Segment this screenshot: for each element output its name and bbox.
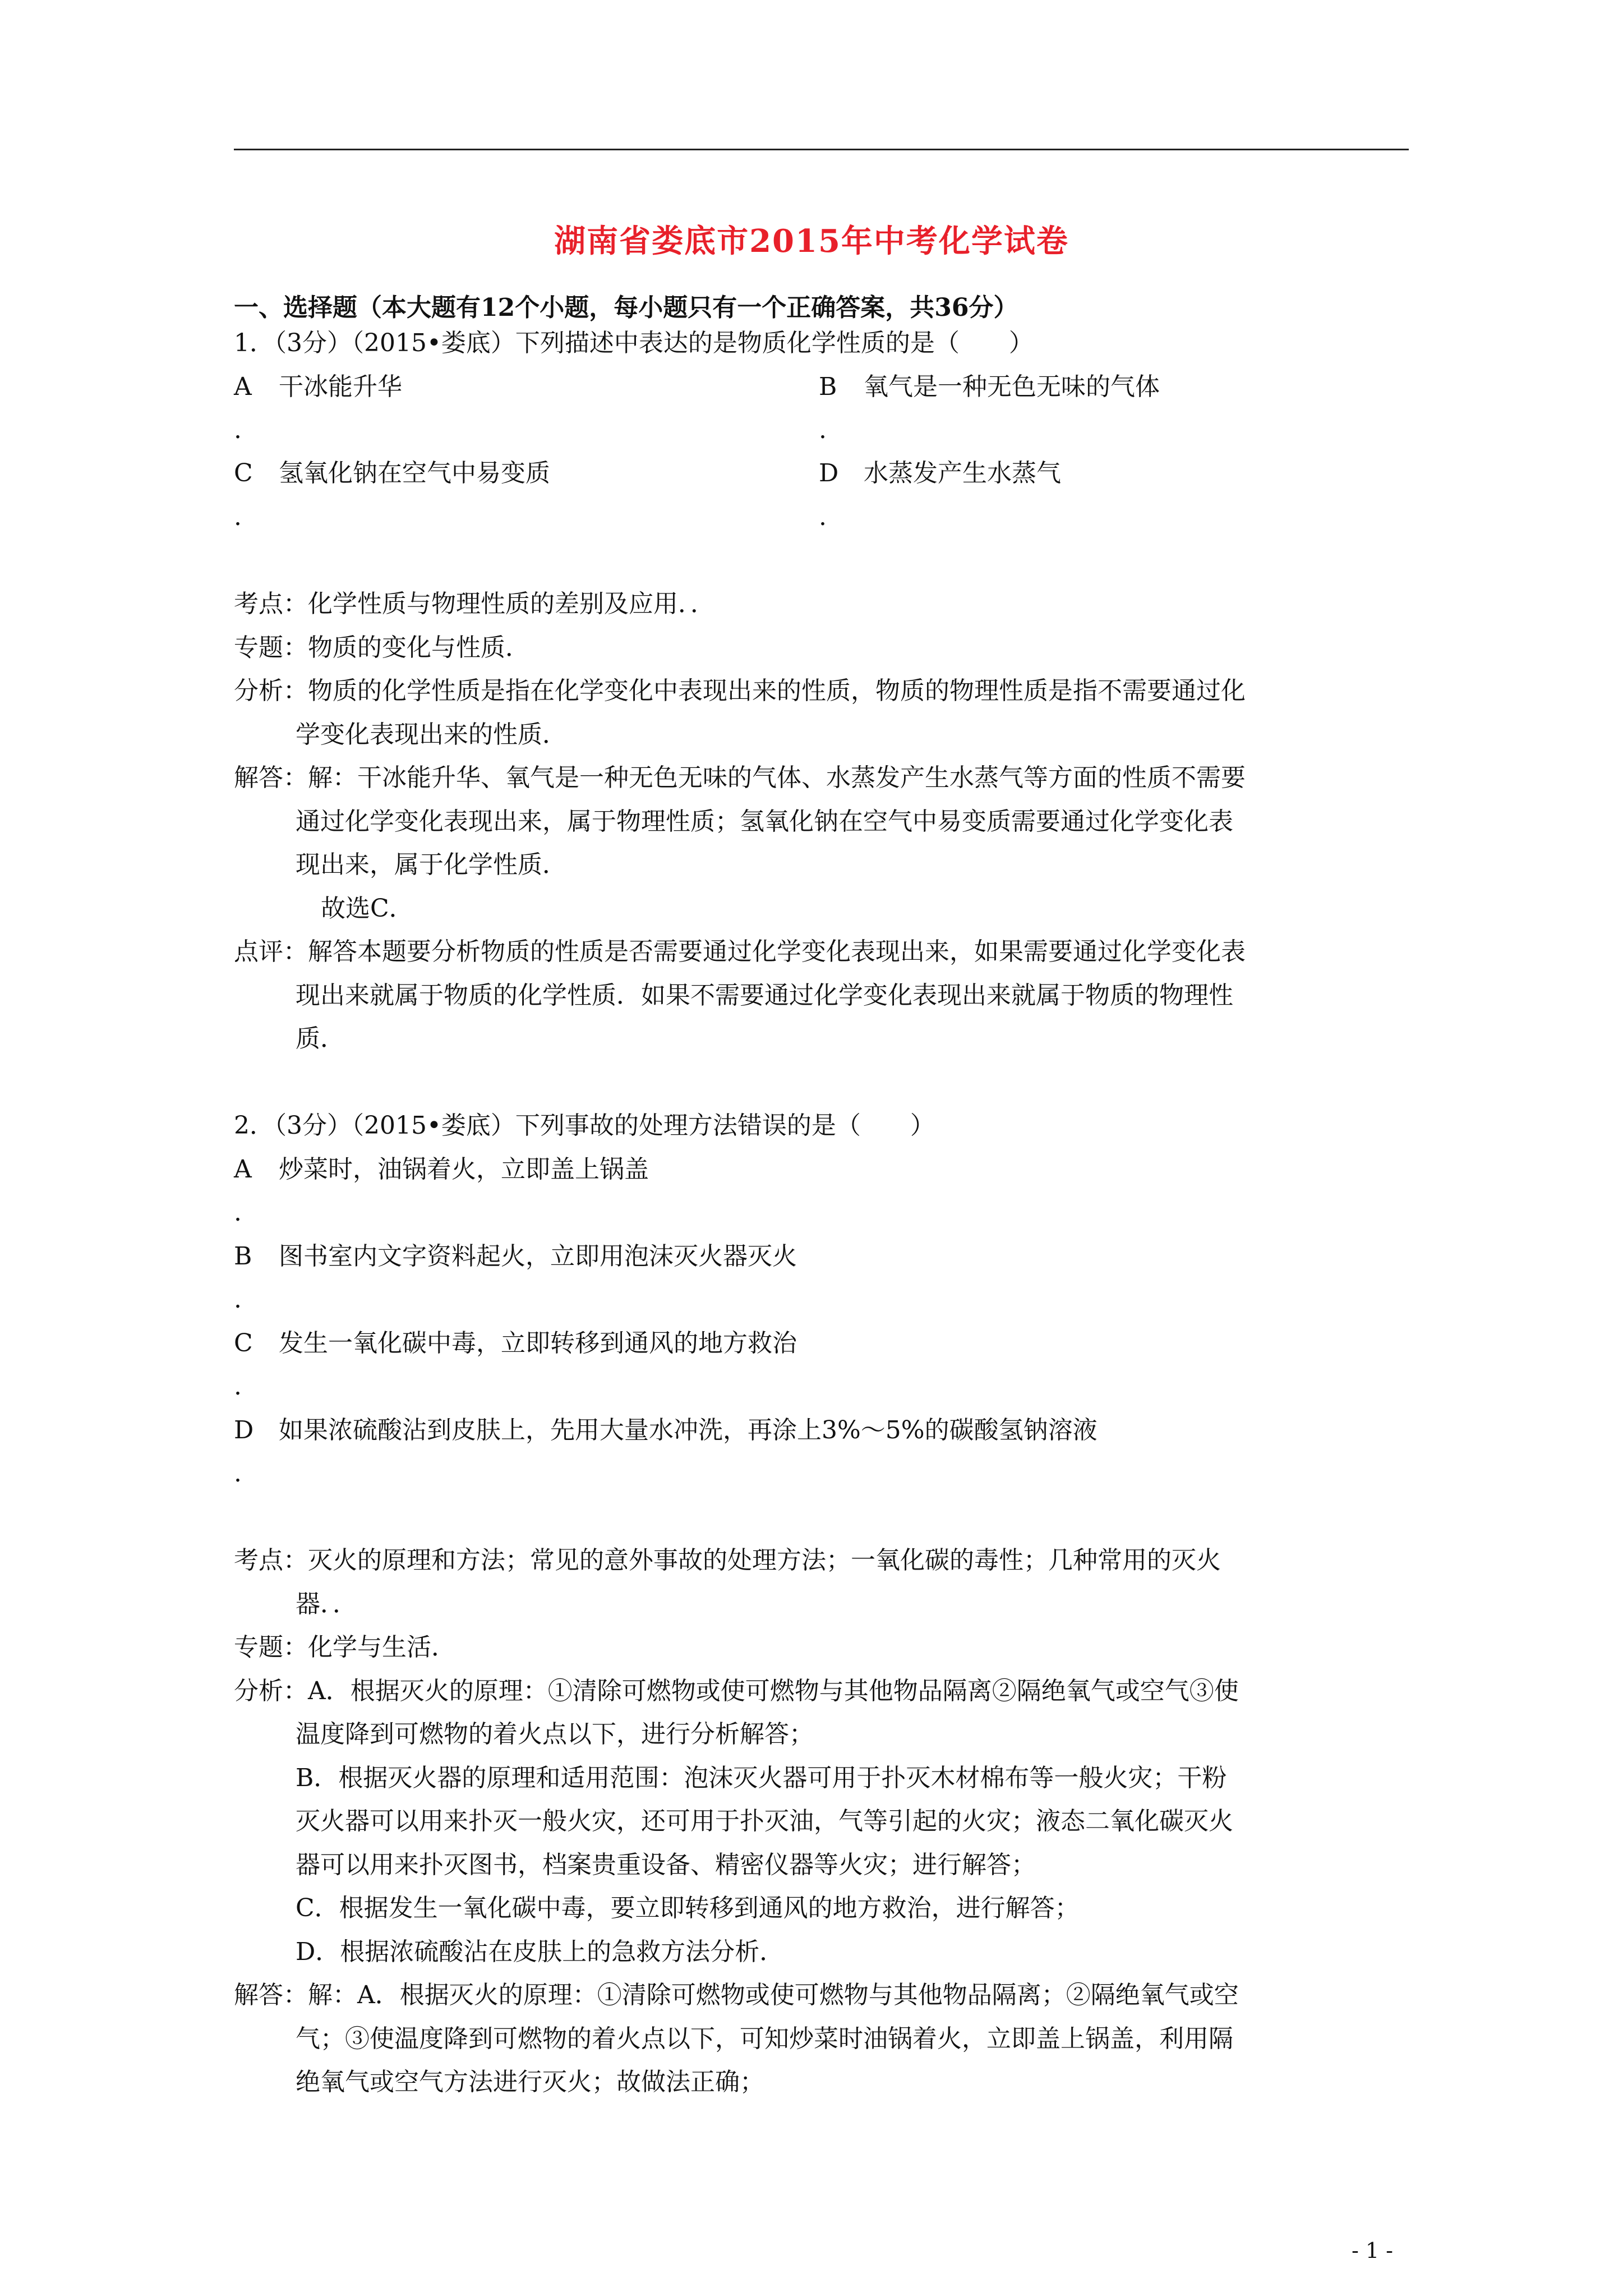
question-2-stem: 2．（3分）（2015•娄底）下列事故的处理方法错误的是（ ） [234,1111,935,1140]
option-letter: D [234,1416,254,1444]
q2-option-b-dot: . [234,1285,242,1314]
q1-dianping-line-2: 现出来就属于物质的化学性质．如果不需要通过化学变化表现出来就属于物质的物理性 [296,981,1233,1010]
q2-option-a [234,1157,649,1182]
option-letter: B [819,372,837,401]
q1-dianping-line-3: 质． [296,1024,345,1053]
q1-jieda-line-3: 现出来，属于化学性质． [296,850,567,879]
q2-kaodian-line-2: 器．． [296,1590,357,1618]
q2-jieda-line-3: 绝氧气或空气方法进行灭火；故做法正确； [296,2068,764,2096]
q2-fenxi-line-1: 分析：A．根据灭火的原理：①清除可燃物或使可燃物与其他物品隔离②隔绝氧气或空气③使 [234,1677,1239,1705]
q1-dianping-line-1: 点评：解答本题要分析物质的性质是否需要通过化学变化表现出来，如果需要通过化学变化表 [234,937,1246,966]
q2-fenxi-line-4: 灭火器可以用来扑灭一般火灾，还可用于扑灭油，气等引起的火灾；液态二氧化碳灭火 [296,1807,1233,1835]
option-text: 图书室内文字资料起火，立即用泡沫灭火器灭火 [279,1242,797,1271]
q2-option-c-dot: . [234,1372,242,1401]
q2-option-d [234,1418,1098,1443]
option-text: 炒菜时，油锅着火，立即盖上锅盖 [279,1155,649,1184]
q1-fenxi-line-1: 分析：物质的化学性质是指在化学变化中表现出来的性质，物质的物理性质是指不需要通过化 [234,677,1246,705]
option-text: 发生一氧化碳中毒，立即转移到通风的地方救治 [279,1329,797,1358]
option-letter: A [234,1155,252,1184]
q1-jieda-line-2: 通过化学变化表现出来，属于物理性质；氢氧化钠在空气中易变质需要通过化学变化表 [296,807,1233,836]
q1-option-d [819,461,1061,486]
q2-jieda-line-1: 解答：解：A．根据灭火的原理：①清除可燃物或使可燃物与其他物品隔离；②隔绝氧气或空 [234,1981,1239,2009]
q2-jieda-line-2: 气；③使温度降到可燃物的着火点以下，可知炒菜时油锅着火，立即盖上锅盖，利用隔 [296,2024,1233,2053]
q1-option-d-dot: . [819,503,827,531]
q2-option-b [234,1244,797,1269]
q1-kaodian: 考点：化学性质与物理性质的差别及应用．． [234,590,715,618]
q2-fenxi-line-7: D．根据浓硫酸沾在皮肤上的急救方法分析． [296,1938,785,1966]
question-1-stem: 1．（3分）（2015•娄底）下列描述中表达的是物质化学性质的是（ ） [234,329,1034,357]
q2-option-a-dot: . [234,1198,242,1227]
q1-option-b [819,372,1160,401]
option-text: 干冰能升华 [279,372,402,401]
q2-kaodian-line-1: 考点：灭火的原理和方法；常见的意外事故的处理方法；一氧化碳的毒性；几种常用的灭火 [234,1546,1221,1575]
q1-option-a [234,372,402,401]
q2-fenxi-line-3: B．根据灭火器的原理和适用范围：泡沫灭火器可用于扑灭木材棉布等一般火灾；干粉 [296,1764,1227,1792]
q1-option-a-dot: . [234,416,242,444]
q1-option-c [234,461,550,486]
section-heading: 一、选择题（本大题有12个小题，每小题只有一个正确答案，共36分） [234,293,1018,322]
q2-fenxi-line-5: 器可以用来扑灭图书，档案贵重设备、精密仪器等火灾；进行解答； [296,1851,1036,1879]
q2-option-d-dot: . [234,1459,242,1488]
page-title: 湖南省娄底市2015年中考化学试卷 [554,223,1069,260]
option-letter: C [234,1329,253,1358]
page-number: - 1 - [1351,2238,1393,2263]
q2-fenxi-line-2: 温度降到可燃物的着火点以下，进行分析解答； [296,1720,814,1749]
header-rule [234,149,1409,150]
option-letter: A [234,372,252,401]
option-text: 氧气是一种无色无味的气体 [864,372,1160,401]
option-text: 如果浓硫酸沾到皮肤上，先用大量水冲洗，再涂上3%～5%的碳酸氢钠溶液 [279,1416,1098,1444]
option-letter: C [234,459,253,487]
q1-option-c-dot: . [234,503,242,531]
q1-jieda-line-1: 解答：解：干冰能升华、氧气是一种无色无味的气体、水蒸发产生水蒸气等方面的性质不需要 [234,763,1246,792]
option-letter: B [234,1242,252,1271]
q2-fenxi-line-6: C．根据发生一氧化碳中毒，要立即转移到通风的地方救治，进行解答； [296,1894,1080,1922]
q2-zhuanti: 专题：化学与生活． [234,1633,456,1662]
q1-jieda-line-4: 故选C． [321,894,414,923]
option-letter: D [819,459,839,487]
q2-option-c [234,1331,797,1356]
option-text: 氢氧化钠在空气中易变质 [279,459,550,487]
q1-zhuanti: 专题：物质的变化与性质． [234,633,530,662]
option-text: 水蒸发产生水蒸气 [864,459,1061,487]
q1-fenxi-line-2: 学变化表现出来的性质． [296,720,567,749]
q1-option-b-dot: . [819,416,827,444]
